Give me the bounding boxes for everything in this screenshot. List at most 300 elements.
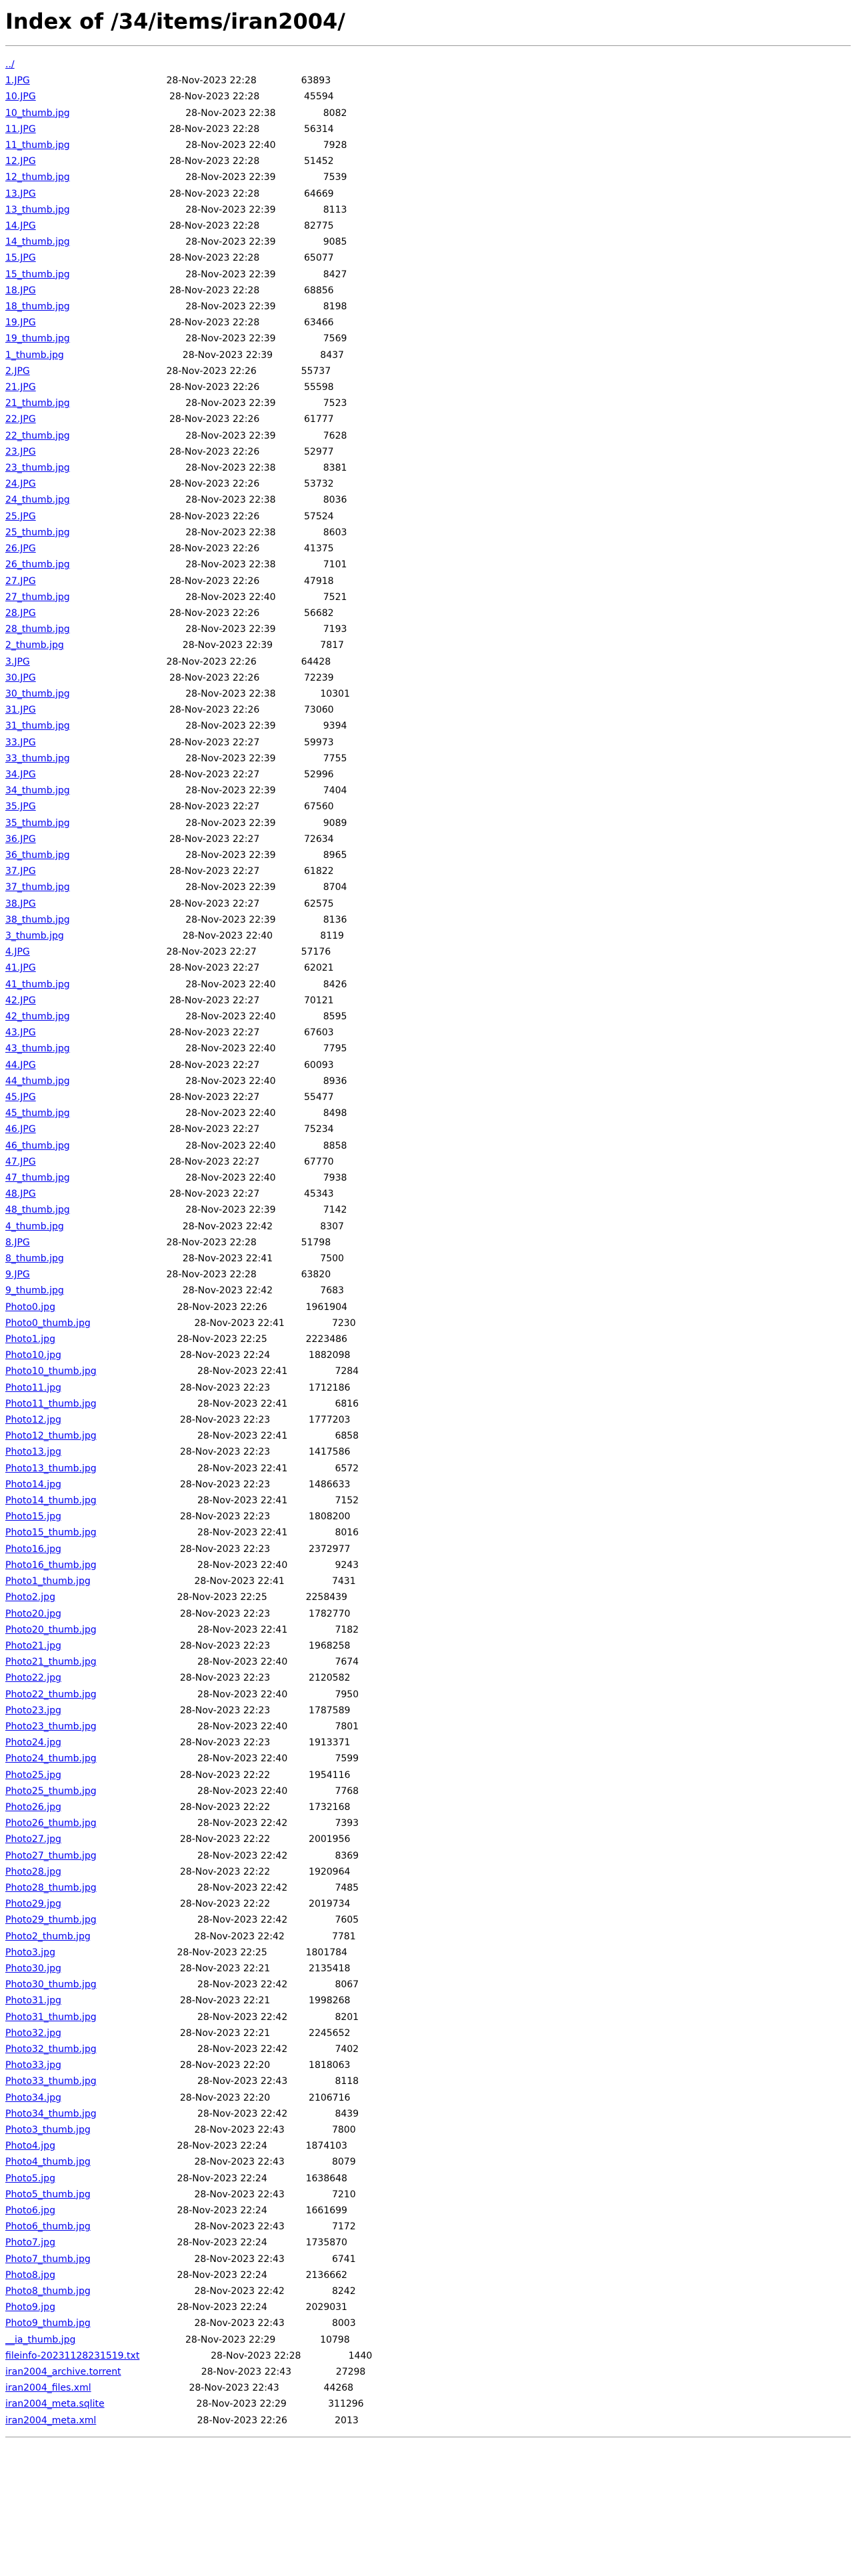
listing-row <box>5 1544 350 1555</box>
file-size: 7683 <box>320 1285 344 1297</box>
file-size: 8437 <box>320 349 344 361</box>
listing-row <box>5 1979 359 1990</box>
file-size: 7523 <box>323 398 347 409</box>
file-link[interactable]: Photo30.jpg <box>5 1963 61 1974</box>
file-date: 28-Nov-2023 22:28 <box>169 156 260 167</box>
file-size: 82775 <box>304 221 334 232</box>
file-link[interactable]: Photo28_thumb.jpg <box>5 1882 97 1893</box>
file-date: 28-Nov-2023 22:39 <box>182 349 273 361</box>
file-link[interactable]: Photo11_thumb.jpg <box>5 1398 97 1409</box>
file-link[interactable]: 8_thumb.jpg <box>5 1253 64 1265</box>
listing-entries <box>5 75 372 2425</box>
file-date: 28-Nov-2023 22:21 <box>179 2027 271 2039</box>
file-date: 28-Nov-2023 22:27 <box>169 1027 260 1039</box>
file-date: 28-Nov-2023 22:21 <box>179 1963 271 1974</box>
file-link[interactable]: Photo32_thumb.jpg <box>5 2043 97 2055</box>
file-date: 28-Nov-2023 22:26 <box>197 2415 287 2426</box>
file-link[interactable]: Photo26.jpg <box>5 1801 61 1813</box>
file-date: 28-Nov-2023 22:26 <box>169 511 260 522</box>
listing-row <box>5 108 347 119</box>
file-link[interactable]: 35_thumb.jpg <box>5 817 70 829</box>
listing-row <box>5 2012 359 2023</box>
file-size: 8067 <box>335 1979 359 1991</box>
file-size: 9089 <box>323 817 347 829</box>
listing-row <box>5 1124 334 1135</box>
file-link[interactable]: 44_thumb.jpg <box>5 1075 70 1087</box>
listing-row <box>5 801 334 812</box>
file-size: 8201 <box>335 2011 359 2023</box>
file-link[interactable]: Photo20.jpg <box>5 1608 61 1619</box>
file-size: 7500 <box>320 1253 344 1265</box>
file-link[interactable]: 27_thumb.jpg <box>5 591 70 603</box>
file-date: 28-Nov-2023 22:40 <box>197 1785 288 1797</box>
file-date: 28-Nov-2023 22:42 <box>197 2043 288 2055</box>
file-link[interactable]: 2_thumb.jpg <box>5 640 64 651</box>
listing-row <box>5 1189 334 1199</box>
file-date: 28-Nov-2023 22:26 <box>169 705 260 716</box>
file-date: 28-Nov-2023 22:20 <box>179 2060 271 2071</box>
file-date: 28-Nov-2023 22:43 <box>201 2367 292 2378</box>
file-link[interactable]: Photo10.jpg <box>5 1350 61 1361</box>
file-size: 62575 <box>304 898 334 909</box>
file-link[interactable]: Photo25.jpg <box>5 1769 61 1781</box>
listing-row <box>5 1479 350 1490</box>
file-date: 28-Nov-2023 22:39 <box>185 624 276 635</box>
file-date: 28-Nov-2023 22:27 <box>169 898 260 909</box>
file-size: 7928 <box>323 140 347 151</box>
file-link[interactable]: Photo7_thumb.jpg <box>5 2253 91 2265</box>
file-link[interactable]: Photo14.jpg <box>5 1479 61 1490</box>
file-link[interactable]: Photo26_thumb.jpg <box>5 1818 97 1829</box>
file-link[interactable]: 1.JPG <box>5 75 30 87</box>
listing-row <box>5 1576 356 1587</box>
file-size: 67770 <box>304 1156 334 1167</box>
file-date: 28-Nov-2023 22:43 <box>194 2157 285 2168</box>
file-size: 7755 <box>323 753 347 764</box>
listing-row <box>5 91 334 102</box>
file-link[interactable]: 45.JPG <box>5 1092 36 1103</box>
file-link[interactable]: 21.JPG <box>5 382 36 393</box>
listing-row <box>5 2125 356 2135</box>
file-link[interactable]: Photo15.jpg <box>5 1511 61 1523</box>
file-link[interactable]: 37_thumb.jpg <box>5 882 70 893</box>
file-link[interactable]: iran2004_meta.xml <box>5 2415 97 2426</box>
file-link[interactable]: 42.JPG <box>5 995 36 1006</box>
file-link[interactable]: Photo31_thumb.jpg <box>5 2011 97 2023</box>
file-size: 8136 <box>323 914 347 925</box>
file-link[interactable]: 26.JPG <box>5 543 36 555</box>
file-date: 28-Nov-2023 22:23 <box>179 1673 271 1684</box>
file-link[interactable]: 15_thumb.jpg <box>5 269 70 280</box>
listing-row <box>5 511 334 522</box>
file-size: 51452 <box>304 156 334 167</box>
file-link[interactable]: 38_thumb.jpg <box>5 914 70 925</box>
listing-row <box>5 1818 359 1829</box>
file-date: 28-Nov-2023 22:22 <box>179 1769 271 1781</box>
listing-row <box>5 2221 356 2232</box>
file-link[interactable]: 4.JPG <box>5 947 30 958</box>
file-link[interactable]: 30.JPG <box>5 672 36 683</box>
file-link[interactable]: Photo2.jpg <box>5 1592 55 1603</box>
file-link[interactable]: 23_thumb.jpg <box>5 463 70 474</box>
file-link[interactable]: Photo27_thumb.jpg <box>5 1850 97 1861</box>
file-link[interactable]: 36_thumb.jpg <box>5 849 70 861</box>
file-link[interactable]: iran2004_files.xml <box>5 2383 91 2394</box>
listing-row <box>5 301 347 312</box>
file-link[interactable]: Photo8_thumb.jpg <box>5 2286 91 2297</box>
file-link[interactable]: 41_thumb.jpg <box>5 979 70 990</box>
file-date: 28-Nov-2023 22:39 <box>185 785 276 797</box>
parent-directory-link[interactable]: ../ <box>5 59 15 70</box>
file-link[interactable]: 37.JPG <box>5 866 36 877</box>
listing-row <box>5 1431 359 1441</box>
file-date: 28-Nov-2023 22:39 <box>185 301 276 313</box>
file-size: 7539 <box>323 172 347 183</box>
file-link[interactable]: 10.JPG <box>5 91 36 103</box>
file-link[interactable]: 12_thumb.jpg <box>5 172 70 183</box>
listing-row <box>5 1399 359 1409</box>
listing-row <box>5 140 347 151</box>
file-date: 28-Nov-2023 22:43 <box>194 2189 285 2200</box>
file-link[interactable]: 18_thumb.jpg <box>5 301 70 313</box>
file-date: 28-Nov-2023 22:20 <box>179 2092 271 2103</box>
listing-row <box>5 1318 356 1329</box>
file-date: 28-Nov-2023 22:23 <box>179 1640 271 1651</box>
file-date: 28-Nov-2023 22:38 <box>185 463 276 474</box>
file-date: 28-Nov-2023 22:27 <box>169 769 260 780</box>
file-link[interactable]: Photo8.jpg <box>5 2269 55 2281</box>
file-link[interactable]: Photo1_thumb.jpg <box>5 1576 91 1587</box>
file-link[interactable]: Photo25_thumb.jpg <box>5 1785 97 1797</box>
file-link[interactable]: Photo12_thumb.jpg <box>5 1431 97 1442</box>
file-link[interactable]: iran2004_archive.torrent <box>5 2367 121 2378</box>
file-link[interactable]: Photo20_thumb.jpg <box>5 1624 97 1635</box>
listing-row <box>5 1737 350 1748</box>
file-link[interactable]: Photo32.jpg <box>5 2027 61 2039</box>
file-link[interactable]: 33_thumb.jpg <box>5 753 70 764</box>
listing-row <box>5 624 347 635</box>
file-link[interactable]: 21_thumb.jpg <box>5 398 70 409</box>
listing-row <box>5 1834 350 1845</box>
listing-row <box>5 963 334 973</box>
file-link[interactable]: Photo24.jpg <box>5 1737 61 1749</box>
listing-row <box>5 1527 359 1538</box>
file-link[interactable]: Photo4_thumb.jpg <box>5 2157 91 2168</box>
file-link[interactable]: 36.JPG <box>5 833 36 845</box>
file-link[interactable]: 33.JPG <box>5 737 36 748</box>
listing-row <box>5 834 334 845</box>
file-link[interactable]: Photo31.jpg <box>5 1995 61 2007</box>
file-size: 1712186 <box>309 1382 351 1393</box>
listing-row <box>5 2335 350 2345</box>
file-link[interactable]: 28.JPG <box>5 607 36 619</box>
file-link[interactable]: 9_thumb.jpg <box>5 1285 64 1297</box>
file-date: 28-Nov-2023 22:24 <box>177 2173 267 2184</box>
file-link[interactable]: Photo1.jpg <box>5 1334 55 1345</box>
file-date: 28-Nov-2023 22:40 <box>185 1173 276 1184</box>
file-size: 1961904 <box>305 1301 347 1313</box>
listing-row <box>5 1269 331 1280</box>
file-size: 8307 <box>320 1221 344 1232</box>
listing-row <box>5 979 347 990</box>
file-size: 2245652 <box>309 2027 351 2039</box>
file-link[interactable]: Photo13.jpg <box>5 1447 61 1458</box>
listing-row <box>5 2141 347 2151</box>
file-size: 52977 <box>304 446 334 457</box>
file-link[interactable]: 35.JPG <box>5 801 36 813</box>
file-link[interactable]: Photo6_thumb.jpg <box>5 2221 91 2233</box>
file-link[interactable]: Photo7.jpg <box>5 2237 55 2249</box>
file-link[interactable]: 27.JPG <box>5 575 36 587</box>
file-size: 70121 <box>304 995 334 1006</box>
file-date: 28-Nov-2023 22:41 <box>182 1253 273 1265</box>
file-link[interactable]: 25.JPG <box>5 511 36 522</box>
file-size: 75234 <box>304 1124 334 1135</box>
file-size: 63893 <box>301 75 331 87</box>
file-link[interactable]: 43_thumb.jpg <box>5 1043 70 1055</box>
file-link[interactable]: 43.JPG <box>5 1027 36 1039</box>
file-link[interactable]: __ia_thumb.jpg <box>5 2334 76 2345</box>
file-date: 28-Nov-2023 22:25 <box>177 1947 267 1958</box>
file-link[interactable]: Photo30_thumb.jpg <box>5 1979 97 1991</box>
file-link[interactable]: 24.JPG <box>5 479 36 490</box>
file-date: 28-Nov-2023 22:25 <box>177 1334 267 1345</box>
file-date: 28-Nov-2023 22:26 <box>166 365 257 377</box>
file-link[interactable]: 1_thumb.jpg <box>5 349 64 361</box>
listing-row <box>5 818 347 829</box>
file-link[interactable]: Photo9.jpg <box>5 2302 55 2313</box>
file-link[interactable]: 24_thumb.jpg <box>5 495 70 506</box>
file-link[interactable]: 15.JPG <box>5 253 36 264</box>
file-link[interactable]: 23.JPG <box>5 446 36 457</box>
file-link[interactable]: Photo16_thumb.jpg <box>5 1559 97 1571</box>
file-link[interactable]: 48_thumb.jpg <box>5 1205 70 1216</box>
file-date: 28-Nov-2023 22:27 <box>169 1189 260 1200</box>
file-link[interactable]: 45_thumb.jpg <box>5 1108 70 1119</box>
file-link[interactable]: 38.JPG <box>5 898 36 909</box>
file-link[interactable]: Photo0.jpg <box>5 1301 55 1313</box>
listing-row <box>5 1963 350 1974</box>
file-link[interactable]: 13.JPG <box>5 188 36 199</box>
file-link[interactable]: 2.JPG <box>5 365 30 377</box>
file-date: 28-Nov-2023 22:25 <box>177 1592 267 1603</box>
listing-row <box>5 850 347 861</box>
file-link[interactable]: 28_thumb.jpg <box>5 624 70 635</box>
file-date: 28-Nov-2023 22:22 <box>179 1899 271 1910</box>
file-size: 51798 <box>301 1237 331 1248</box>
file-link[interactable]: 46.JPG <box>5 1124 36 1135</box>
file-link[interactable]: 34_thumb.jpg <box>5 785 70 797</box>
file-date: 28-Nov-2023 22:27 <box>169 1059 260 1071</box>
file-link[interactable]: 48.JPG <box>5 1189 36 1200</box>
file-link[interactable]: 4_thumb.jpg <box>5 1221 64 1232</box>
listing-row <box>5 1092 334 1103</box>
listing-row <box>5 2254 356 2265</box>
file-link[interactable]: Photo13_thumb.jpg <box>5 1463 97 1474</box>
listing-row <box>5 1851 359 1861</box>
listing-row <box>5 2318 356 2329</box>
file-link[interactable]: 22.JPG <box>5 414 36 425</box>
file-link[interactable]: 46_thumb.jpg <box>5 1140 70 1151</box>
file-size: 8595 <box>323 1011 347 1022</box>
file-link[interactable]: fileinfo-20231128231519.txt <box>5 2350 140 2361</box>
file-size: 1777203 <box>309 1415 351 1426</box>
file-size: 9394 <box>323 721 347 732</box>
file-link[interactable]: Photo3.jpg <box>5 1947 55 1958</box>
file-link[interactable]: Photo3_thumb.jpg <box>5 2125 91 2135</box>
file-size: 8118 <box>335 2076 359 2087</box>
file-link[interactable]: iran2004_meta.sqlite <box>5 2399 105 2410</box>
listing-row <box>5 2093 350 2103</box>
file-link[interactable]: 8.JPG <box>5 1237 30 1248</box>
listing-row <box>5 2399 364 2409</box>
listing-row <box>5 1157 334 1167</box>
file-date: 28-Nov-2023 22:24 <box>177 2141 267 2152</box>
file-link[interactable]: Photo15_thumb.jpg <box>5 1527 97 1539</box>
listing-row <box>5 495 347 505</box>
file-link[interactable]: Photo21_thumb.jpg <box>5 1657 97 1668</box>
file-link[interactable]: 3.JPG <box>5 656 30 667</box>
listing-row <box>5 2367 365 2377</box>
file-link[interactable]: Photo34_thumb.jpg <box>5 2108 97 2119</box>
file-date: 28-Nov-2023 22:24 <box>177 2302 267 2313</box>
file-link[interactable]: Photo16.jpg <box>5 1543 61 1555</box>
file-link[interactable]: Photo10_thumb.jpg <box>5 1366 97 1377</box>
file-link[interactable]: 11.JPG <box>5 123 36 135</box>
file-link[interactable]: 3_thumb.jpg <box>5 930 64 941</box>
file-link[interactable]: Photo29.jpg <box>5 1899 61 1910</box>
listing-row <box>5 172 347 183</box>
file-date: 28-Nov-2023 22:27 <box>169 737 260 748</box>
file-link[interactable]: Photo9_thumb.jpg <box>5 2318 91 2329</box>
file-size: 1968258 <box>309 1640 351 1651</box>
listing-row <box>5 1673 350 1683</box>
file-link[interactable]: Photo2_thumb.jpg <box>5 1931 91 1942</box>
listing-row <box>5 1383 350 1393</box>
listing-row <box>5 1786 359 1797</box>
file-date: 28-Nov-2023 22:38 <box>185 559 276 571</box>
file-link[interactable]: 25_thumb.jpg <box>5 527 70 538</box>
file-date: 28-Nov-2023 22:28 <box>166 1269 257 1281</box>
file-size: 57176 <box>301 947 331 958</box>
file-link[interactable]: Photo24_thumb.jpg <box>5 1753 97 1765</box>
file-date: 28-Nov-2023 22:40 <box>185 1075 276 1087</box>
file-link[interactable]: Photo23.jpg <box>5 1705 61 1716</box>
file-size: 47918 <box>304 575 334 587</box>
file-date: 28-Nov-2023 22:26 <box>166 656 257 667</box>
listing-row <box>5 1415 350 1425</box>
file-link[interactable]: Photo11.jpg <box>5 1382 61 1393</box>
file-link[interactable]: Photo28.jpg <box>5 1866 61 1877</box>
file-date: 28-Nov-2023 22:23 <box>179 1543 271 1555</box>
file-link[interactable]: 13_thumb.jpg <box>5 204 70 215</box>
file-date: 28-Nov-2023 22:24 <box>179 1350 271 1361</box>
file-link[interactable]: Photo6.jpg <box>5 2205 55 2217</box>
file-date: 28-Nov-2023 22:42 <box>194 1931 285 1942</box>
file-link[interactable]: 19_thumb.jpg <box>5 333 70 345</box>
file-date: 28-Nov-2023 22:43 <box>197 2076 288 2087</box>
file-link[interactable]: Photo23_thumb.jpg <box>5 1721 97 1732</box>
page-title: Index of /34/items/iran2004/ <box>5 9 345 34</box>
file-link[interactable]: 34.JPG <box>5 769 36 780</box>
file-link[interactable]: Photo22.jpg <box>5 1673 61 1684</box>
listing-row <box>5 1237 331 1248</box>
file-size: 1818063 <box>309 2060 351 2071</box>
file-link[interactable]: 30_thumb.jpg <box>5 688 70 699</box>
file-link[interactable]: Photo29_thumb.jpg <box>5 1915 97 1926</box>
file-link[interactable]: Photo14_thumb.jpg <box>5 1495 97 1507</box>
file-size: 8016 <box>335 1527 359 1539</box>
file-date: 28-Nov-2023 22:39 <box>185 237 276 248</box>
file-link[interactable]: Photo4.jpg <box>5 2141 55 2152</box>
listing-row <box>5 882 347 893</box>
file-size: 6572 <box>335 1463 359 1474</box>
file-link[interactable]: 18.JPG <box>5 285 36 296</box>
file-date: 28-Nov-2023 22:41 <box>197 1431 288 1442</box>
listing-row <box>5 1302 347 1313</box>
file-date: 28-Nov-2023 22:28 <box>169 221 260 232</box>
file-date: 28-Nov-2023 22:22 <box>179 1866 271 1877</box>
file-link[interactable]: 19.JPG <box>5 317 36 329</box>
file-link[interactable]: Photo0_thumb.jpg <box>5 1317 91 1329</box>
file-link[interactable]: 41.JPG <box>5 963 36 974</box>
file-size: 2019734 <box>309 1899 351 1910</box>
listing-row <box>5 2076 359 2087</box>
file-size: 7152 <box>335 1495 359 1507</box>
file-link[interactable]: 47_thumb.jpg <box>5 1173 70 1184</box>
file-link[interactable]: 42_thumb.jpg <box>5 1011 70 1022</box>
file-size: 61822 <box>304 866 334 877</box>
file-size: 7193 <box>323 624 347 635</box>
listing-row <box>5 1641 350 1651</box>
file-link[interactable]: 14_thumb.jpg <box>5 237 70 248</box>
file-size: 9085 <box>323 237 347 248</box>
file-size: 1486633 <box>309 1479 351 1490</box>
file-date: 28-Nov-2023 22:28 <box>169 317 260 329</box>
file-link[interactable]: Photo21.jpg <box>5 1640 61 1651</box>
listing-row <box>5 1721 359 1732</box>
file-link[interactable]: 9.JPG <box>5 1269 30 1281</box>
listing-row <box>5 1625 359 1635</box>
file-size: 55477 <box>304 1092 334 1103</box>
file-link[interactable]: 12.JPG <box>5 156 36 167</box>
listing-row <box>5 753 347 764</box>
file-date: 28-Nov-2023 22:23 <box>179 1737 271 1749</box>
listing-row <box>5 1753 359 1764</box>
file-link[interactable]: 10_thumb.jpg <box>5 107 70 119</box>
file-link[interactable]: Photo12.jpg <box>5 1415 61 1426</box>
file-link[interactable]: Photo33_thumb.jpg <box>5 2076 97 2087</box>
file-size: 7800 <box>331 2125 356 2135</box>
file-link[interactable]: 14.JPG <box>5 221 36 232</box>
file-link[interactable]: 31_thumb.jpg <box>5 721 70 732</box>
file-date: 28-Nov-2023 22:40 <box>185 140 276 151</box>
file-link[interactable]: Photo33.jpg <box>5 2060 61 2071</box>
file-link[interactable]: 47.JPG <box>5 1156 36 1167</box>
file-link[interactable]: Photo5.jpg <box>5 2173 55 2184</box>
file-link[interactable]: 22_thumb.jpg <box>5 430 70 441</box>
file-link[interactable]: Photo5_thumb.jpg <box>5 2189 91 2200</box>
file-link[interactable]: Photo34.jpg <box>5 2092 61 2103</box>
listing-row <box>5 1915 359 1925</box>
file-link[interactable]: 31.JPG <box>5 705 36 716</box>
file-link[interactable]: 11_thumb.jpg <box>5 140 70 151</box>
file-link[interactable]: Photo27.jpg <box>5 1834 61 1845</box>
listing-row <box>5 1173 347 1183</box>
file-link[interactable]: 44.JPG <box>5 1059 36 1071</box>
file-link[interactable]: Photo22_thumb.jpg <box>5 1689 97 1700</box>
file-link[interactable]: 26_thumb.jpg <box>5 559 70 571</box>
